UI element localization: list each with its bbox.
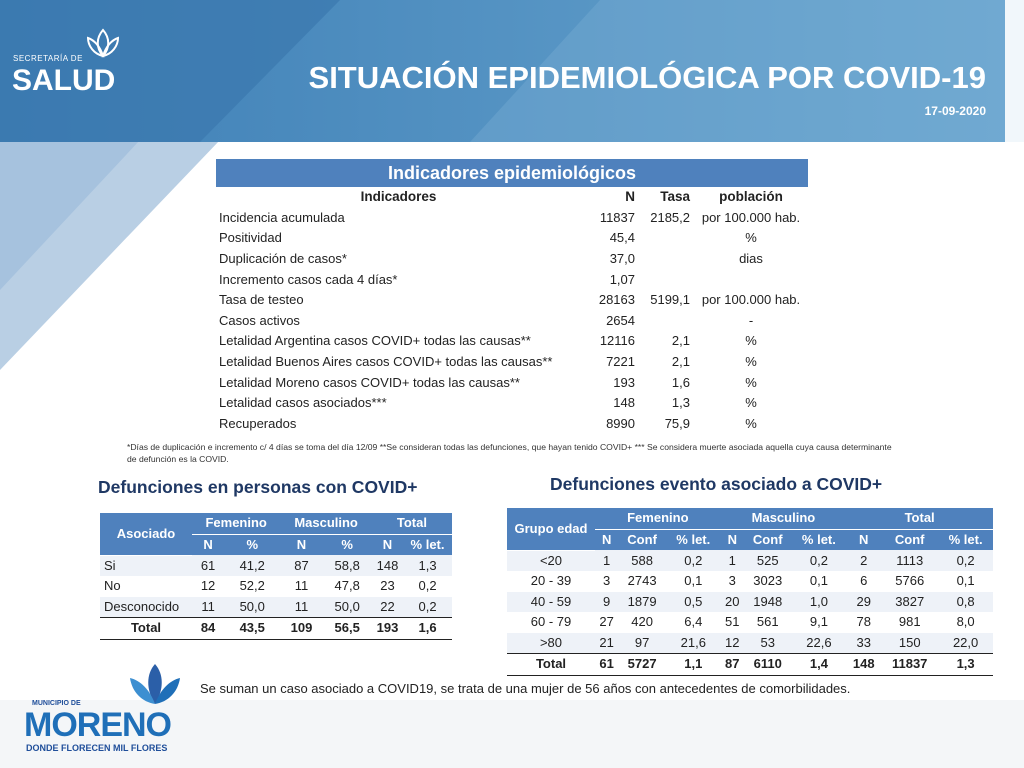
table-cell: 2743 — [627, 573, 657, 589]
indicator-tasa: 2,1 — [671, 354, 690, 370]
indicator-poblacion: % — [745, 230, 757, 246]
indicator-row — [216, 352, 808, 373]
total-cell: 193 — [372, 618, 403, 640]
table-cell: No — [104, 578, 121, 594]
table-cell: 50,0 — [323, 597, 372, 618]
indicator-n: 28163 — [598, 292, 635, 308]
table-cell: 50,0 — [224, 597, 280, 618]
table-cell: 22,6 — [792, 633, 847, 654]
deaths-event-title: Defunciones evento asociado a COVID+ — [550, 474, 883, 494]
total-row — [100, 618, 452, 640]
table-cell: 1113 — [881, 550, 938, 571]
table-cell: 1,3 — [403, 555, 452, 576]
indicator-label: Positividad — [219, 230, 282, 246]
subheader-cell: % let. — [792, 529, 847, 550]
table-cell: 9 — [595, 592, 618, 613]
table-cell: 0,2 — [418, 578, 437, 594]
head-masculino: Masculino — [280, 513, 371, 534]
indicator-row — [216, 311, 808, 332]
subheader-cell: Conf — [881, 529, 938, 550]
table-cell: 148 — [372, 555, 403, 576]
indicator-tasa — [640, 228, 694, 249]
table-cell: 561 — [756, 614, 779, 630]
table-cell: 420 — [631, 614, 653, 630]
table-cell: 9,1 — [809, 614, 828, 630]
moreno-logo — [24, 660, 184, 760]
indicator-row — [216, 249, 808, 270]
indicator-label: Duplicación de casos* — [219, 251, 347, 267]
table-cell: 51 — [725, 614, 740, 630]
table-row — [100, 576, 452, 597]
indicator-tasa: 5199,1 — [650, 292, 690, 308]
total-cell: 5727 — [618, 654, 666, 676]
indicator-n: 45,4 — [609, 230, 635, 246]
indicator-poblacion: % — [745, 395, 757, 411]
indicator-poblacion: dias — [739, 251, 763, 267]
indicator-poblacion: - — [748, 312, 754, 328]
indicator-n: 8990 — [606, 415, 635, 431]
table-cell: 40 - 59 — [507, 592, 595, 613]
subheader-cell: N — [372, 534, 403, 555]
logo-moreno-text: MORENO — [24, 706, 171, 744]
report-date: 17-09-2020 — [924, 104, 986, 118]
indicator-tasa: 2,1 — [671, 333, 690, 349]
total-cell: 87 — [721, 654, 744, 676]
indicator-label: Incremento casos cada 4 días* — [219, 271, 398, 287]
subheader-cell: % let. — [666, 529, 721, 550]
total-cell: 109 — [280, 618, 322, 640]
table-cell: <20 — [507, 550, 595, 571]
table-cell: 3 — [603, 573, 611, 589]
total-cell: Total — [507, 654, 595, 676]
logo-secretaria-text: SECRETARÍA DE — [13, 54, 83, 63]
table-row — [507, 612, 993, 633]
indicator-tasa — [640, 311, 694, 332]
indicator-label: Tasa de testeo — [219, 292, 304, 308]
total-cell: 84 — [192, 618, 224, 640]
logo-tagline: DONDE FLORECEN MIL FLORES — [26, 743, 168, 753]
table-cell: 1879 — [618, 592, 666, 613]
table-cell: 60 - 79 — [530, 614, 572, 630]
table-cell: Si — [100, 555, 192, 576]
table-cell: Desconocido — [100, 597, 192, 618]
page-title: SITUACIÓN EPIDEMIOLÓGICA POR COVID-19 — [308, 60, 986, 95]
indicators-table — [216, 187, 808, 434]
total-cell: 6110 — [744, 654, 792, 676]
indicator-label: Letalidad Moreno casos COVID+ todas las causas** — [219, 374, 520, 390]
indicator-tasa — [640, 249, 694, 270]
subheader-cell: N — [280, 534, 322, 555]
table-cell: 3 — [728, 573, 736, 589]
head-femenino: Femenino — [192, 513, 280, 534]
table-cell: 12 — [200, 578, 216, 594]
indicator-n: 193 — [613, 374, 635, 390]
flower-icon — [124, 660, 186, 712]
logo-salud-text: SALUD — [12, 64, 116, 97]
indicator-row — [216, 331, 808, 352]
deaths-event-table — [507, 508, 993, 676]
table-cell: 0,1 — [809, 573, 828, 589]
indicator-n: 1,07 — [609, 271, 635, 287]
indicator-tasa: 1,3 — [671, 395, 690, 411]
indicators-title: Indicadores epidemiológicos — [216, 159, 808, 187]
indicator-row — [216, 393, 808, 414]
table-cell: 22,0 — [938, 633, 993, 654]
table-cell: 11 — [280, 597, 322, 618]
indicator-tasa: 1,6 — [671, 374, 690, 390]
indicator-row — [216, 414, 808, 435]
subheader-cell: % let. — [938, 529, 993, 550]
indicator-label: Letalidad Argentina casos COVID+ todas las causas** — [219, 333, 531, 349]
table-row — [507, 571, 993, 592]
table-cell: 0,8 — [938, 592, 993, 613]
table-row — [100, 597, 452, 618]
indicator-n: 148 — [613, 395, 635, 411]
indicator-n: 7221 — [606, 354, 635, 370]
indicator-n: 11837 — [599, 209, 635, 225]
table-cell: 1 — [595, 550, 618, 571]
table-cell: 47,8 — [334, 578, 360, 594]
indicator-label: Incidencia acumulada — [219, 209, 345, 225]
subheader-cell: % let. — [403, 534, 452, 555]
table-cell: 20 — [721, 592, 744, 613]
table-cell: >80 — [507, 633, 595, 654]
table-cell: 33 — [846, 633, 881, 654]
table-cell: 5766 — [895, 573, 925, 589]
subheader-cell: N — [846, 529, 881, 550]
indicators-footnote: *Días de duplicación e incremento c/ 4 días se toma del día 12/09 **Se consideran todas las defunciones, que hayan tenido COVID+ *** Se considera muerte asociada aquella cuya causa determinante de defunción es la COVID. — [127, 442, 892, 464]
table-cell: 2 — [846, 550, 881, 571]
table-cell: 41,2 — [224, 555, 280, 576]
table-row — [507, 633, 993, 654]
head-total: Total — [372, 513, 452, 534]
table-cell: 8,0 — [956, 614, 975, 630]
table-cell: 78 — [856, 614, 871, 630]
table-cell: 1,0 — [792, 592, 847, 613]
subheader-cell: % — [323, 534, 372, 555]
indicator-tasa: 75,9 — [664, 415, 690, 431]
indicator-label: Casos activos — [219, 312, 300, 328]
col-indicadores: Indicadores — [360, 189, 437, 205]
table-cell: 58,8 — [323, 555, 372, 576]
total-cell: 1,6 — [403, 618, 452, 640]
indicator-label: Letalidad Buenos Aires casos COVID+ todas las causas** — [219, 354, 553, 370]
table-cell: 21,6 — [666, 633, 721, 654]
col-tasa: Tasa — [660, 189, 690, 205]
table-cell: 1 — [721, 550, 744, 571]
head-masculino: Masculino — [721, 508, 847, 529]
total-cell: 1,4 — [792, 654, 847, 676]
total-cell: 43,5 — [224, 618, 280, 640]
table-cell: 3023 — [753, 573, 783, 589]
indicator-poblacion: % — [745, 374, 757, 390]
table-cell: 981 — [898, 614, 921, 630]
lotus-icon — [82, 26, 124, 62]
total-row — [507, 654, 993, 676]
salud-logo — [10, 26, 125, 96]
table-cell: 22 — [372, 597, 403, 618]
table-cell: 0,5 — [666, 592, 721, 613]
table-cell: 21 — [595, 633, 618, 654]
total-cell: 1,1 — [666, 654, 721, 676]
total-cell: 148 — [846, 654, 881, 676]
indicator-tasa — [640, 269, 694, 290]
indicator-row — [216, 372, 808, 393]
head-total: Total — [846, 508, 993, 529]
head-grupo-edad: Grupo edad — [507, 508, 595, 550]
indicator-poblacion: % — [745, 354, 757, 370]
table-cell: 0,2 — [938, 550, 993, 571]
indicator-n: 37,0 — [609, 251, 635, 267]
table-cell: 0,1 — [956, 573, 975, 589]
head-femenino: Femenino — [595, 508, 721, 529]
indicator-poblacion: % — [745, 415, 757, 431]
table-cell: 29 — [846, 592, 881, 613]
indicator-label: Letalidad casos asociados*** — [219, 395, 387, 411]
indicator-label: Recuperados — [219, 415, 297, 431]
indicator-poblacion: % — [745, 333, 757, 349]
table-cell: 3827 — [881, 592, 938, 613]
table-cell: 525 — [744, 550, 792, 571]
logo-municipio-text: MUNICIPIO DE — [32, 700, 81, 707]
deaths-persons-title: Defunciones en personas con COVID+ — [98, 477, 418, 497]
total-cell: 11837 — [881, 654, 938, 676]
subheader-cell: N — [721, 529, 744, 550]
total-cell: 56,5 — [323, 618, 372, 640]
table-cell: 150 — [881, 633, 938, 654]
table-cell: 23 — [380, 578, 395, 594]
indicators-panel — [216, 159, 808, 434]
table-cell: 11 — [192, 597, 224, 618]
indicator-row — [216, 228, 808, 249]
table-cell: 588 — [618, 550, 666, 571]
table-row — [507, 592, 993, 613]
footer-note: Se suman un caso asociado a COVID19, se trata de una mujer de 56 años con antecedentes de comorbilidades. — [200, 681, 851, 696]
col-n: N — [625, 189, 635, 205]
table-cell: 20 - 39 — [530, 573, 572, 589]
table-cell: 53 — [744, 633, 792, 654]
table-cell: 52,2 — [239, 578, 265, 594]
table-row — [507, 550, 993, 571]
table-cell: 61 — [192, 555, 224, 576]
indicator-tasa: 2185,2 — [650, 209, 690, 225]
subheader-cell: % — [224, 534, 280, 555]
table-cell: 6,4 — [684, 614, 703, 630]
subheader-cell: Conf — [618, 529, 666, 550]
total-cell: 1,3 — [938, 654, 993, 676]
table-cell: 27 — [599, 614, 614, 630]
subheader-cell: N — [192, 534, 224, 555]
table-cell: 0,2 — [792, 550, 847, 571]
table-cell: 0,2 — [666, 550, 721, 571]
head-asociado: Asociado — [100, 513, 192, 555]
table-cell: 11 — [294, 578, 309, 594]
indicator-row — [216, 290, 808, 311]
table-cell: 87 — [280, 555, 322, 576]
indicator-poblacion: por 100.000 hab. — [701, 209, 801, 225]
table-cell: 0,2 — [403, 597, 452, 618]
table-cell: 0,1 — [684, 573, 703, 589]
table-cell: 6 — [860, 573, 868, 589]
col-poblacion: población — [719, 189, 783, 205]
indicator-poblacion — [694, 269, 808, 290]
indicator-row — [216, 208, 808, 229]
indicator-n: 2654 — [606, 312, 635, 328]
table-row — [100, 555, 452, 576]
total-cell: 61 — [595, 654, 618, 676]
table-cell: 97 — [618, 633, 666, 654]
table-cell: 12 — [721, 633, 744, 654]
indicator-row — [216, 269, 808, 290]
total-cell: Total — [100, 618, 192, 640]
indicator-poblacion: por 100.000 hab. — [701, 292, 801, 308]
subheader-cell: Conf — [744, 529, 792, 550]
subheader-cell: N — [595, 529, 618, 550]
deaths-persons-table — [100, 513, 452, 640]
indicator-n: 12116 — [599, 333, 635, 349]
table-cell: 1948 — [744, 592, 792, 613]
